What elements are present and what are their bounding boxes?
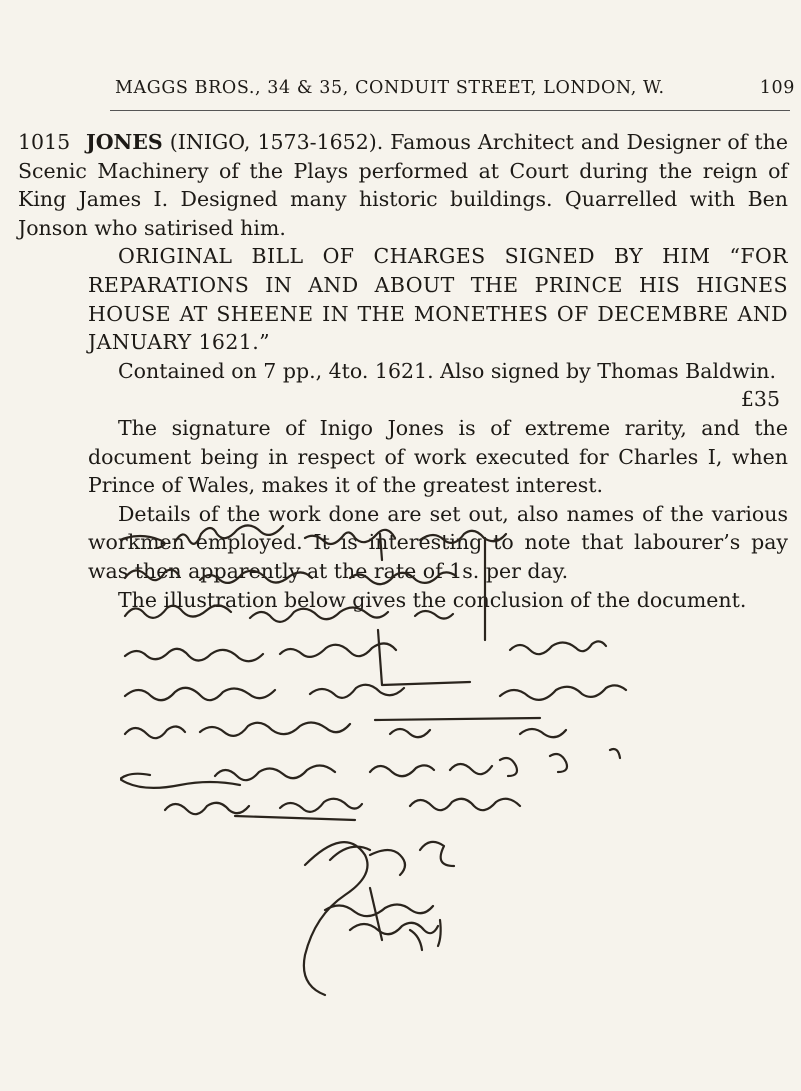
- header-text: MAGGS BROS., 34 & 35, CONDUIT STREET, LONDON, W.: [115, 78, 665, 98]
- page-header: [115, 78, 795, 98]
- entry-intro: [18, 128, 788, 242]
- manuscript-illustration: [120, 520, 680, 1080]
- entry-name: JONES: [86, 130, 163, 154]
- manuscript-handwriting-image: [120, 520, 680, 1080]
- header-rule: [110, 110, 790, 111]
- paragraph-rarity: The signature of Inigo Jones is of extreme rarity, and the document being in respect of work executed for Charles I, when Prince of Wales, makes it of the greatest interest.: [88, 415, 788, 498]
- paragraph-illustration-note: The illustration below gives the conclusion of the document.: [118, 587, 747, 612]
- document-title: ORIGINAL BILL OF CHARGES SIGNED BY HIM “FOR REPARATIONS IN AND ABOUT THE PRINCE HIS HIGNES HOUSE AT SHEENE IN THE MONETHES OF DECEMBRE AND JANUARY 1621.”: [88, 244, 788, 355]
- paragraph-details: Details of the work done are set out, also names of the various workmen employed. It is interesting to note that labourer’s pay was then apparently at the rate of 1s. per day.: [88, 501, 788, 583]
- page-number: 109: [759, 78, 795, 98]
- contents-line: Contained on 7 pp., 4to. 1621. Also signed by Thomas Baldwin.: [118, 358, 776, 383]
- lot-number: 1015: [18, 130, 71, 154]
- entry-intro-text: (INIGO, 1573-1652). Famous Architect and Designer of the Scenic Machinery of the Plays performed at Court during the reign of King James I. Designed many historic buildings. Quarrelled with Ben Jonson who satirised him.: [18, 130, 788, 240]
- price: £35: [740, 387, 780, 412]
